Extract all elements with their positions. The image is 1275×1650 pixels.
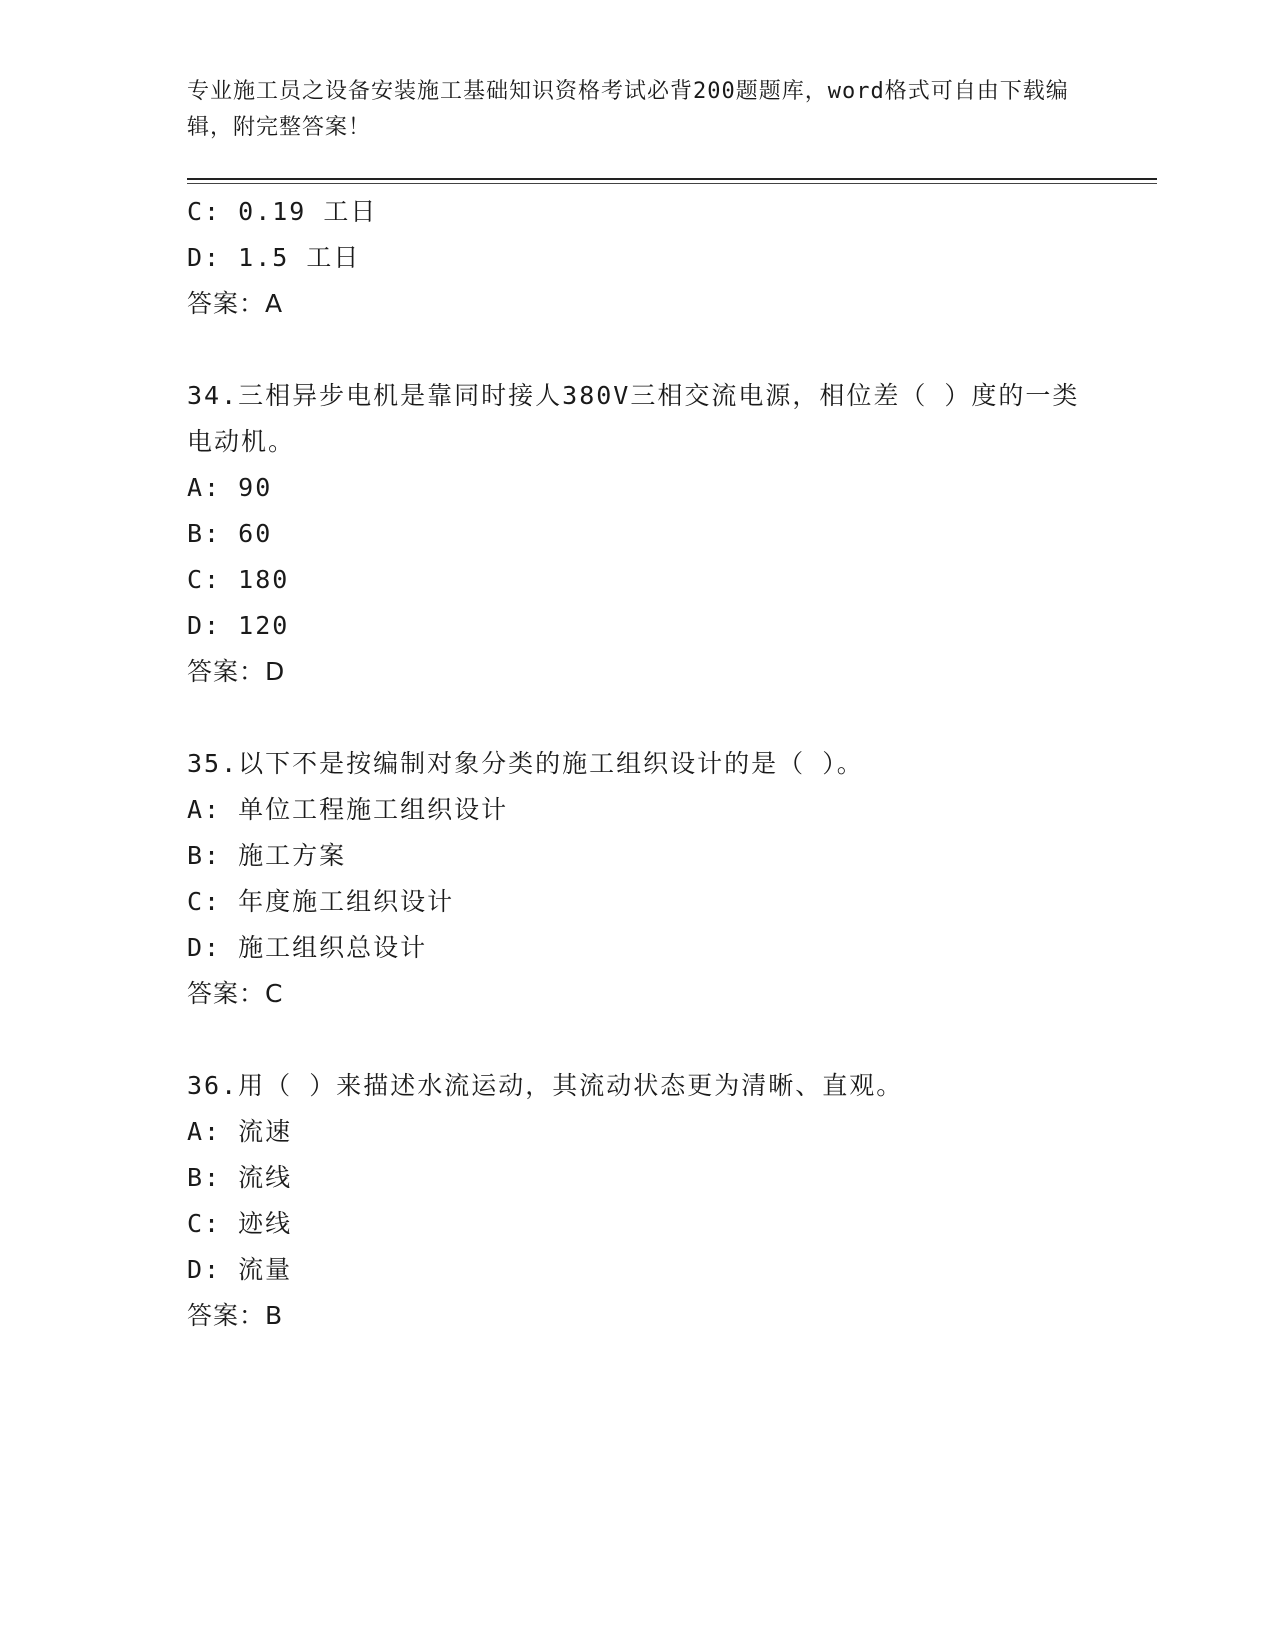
option-a: A: 流速 (187, 1117, 293, 1146)
option-c: C: 年度施工组织设计 (187, 887, 455, 916)
option-c: C: 迹线 (187, 1209, 293, 1238)
header-divider-thick (187, 178, 1157, 180)
option-d: D: 流量 (187, 1255, 293, 1284)
answer-line: 答案：C (187, 979, 284, 1008)
question-block-36 (187, 1063, 1157, 1339)
option-c: C: 0.19 工日 (187, 197, 378, 226)
document-header (187, 74, 1087, 146)
document-title: 专业施工员之设备安装施工基础知识资格考试必背200题题库，word格式可自由下载编辑，附完整答案！ (187, 79, 1069, 140)
answer-line: 答案：A (187, 289, 284, 318)
option-d: D: 120 (187, 611, 290, 640)
answer-line: 答案：B (187, 1301, 284, 1330)
question-block-34 (187, 373, 1157, 695)
option-b: B: 60 (187, 519, 273, 548)
question-text: 36.用（ ）来描述水流运动，其流动状态更为清晰、直观。 (187, 1071, 904, 1100)
option-d: D: 1.5 工日 (187, 243, 361, 272)
spacer (187, 1017, 1157, 1063)
prev-question-block (187, 189, 1157, 327)
spacer (187, 327, 1157, 373)
question-block-35 (187, 741, 1157, 1017)
question-list (187, 189, 1157, 1339)
answer-line: 答案：D (187, 657, 286, 686)
option-b: B: 流线 (187, 1163, 293, 1192)
question-text: 35.以下不是按编制对象分类的施工组织设计的是（ ）。 (187, 749, 864, 778)
option-b: B: 施工方案 (187, 841, 347, 870)
option-a: A: 90 (187, 473, 273, 502)
header-divider-thin (187, 183, 1157, 184)
option-c: C: 180 (187, 565, 290, 594)
question-text: 34.三相异步电机是靠同时接人380V三相交流电源，相位差（ ）度的一类电动机。 (187, 381, 1080, 456)
option-d: D: 施工组织总设计 (187, 933, 428, 962)
spacer (187, 695, 1157, 741)
option-a: A: 单位工程施工组织设计 (187, 795, 509, 824)
